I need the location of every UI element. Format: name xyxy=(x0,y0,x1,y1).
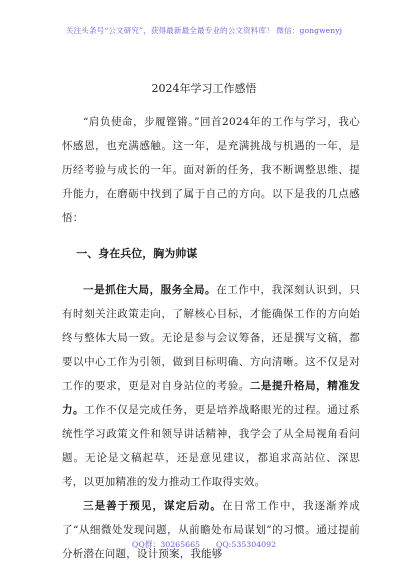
paragraph-1-text: 在工作中，我深刻认识到，只有时刻关注政策走向，了解核心目标，才能确保工作的方向始终与整体大局一致。无论是参与会议筹备，还是撰写文稿，都要以中心工作为引领，做到目标明确、方向清晰。这不仅是对工作的要求，更是对自身站位的考验。 xyxy=(62,284,360,392)
footer-qq-group[interactable]: QQ群：30265665 xyxy=(131,540,200,549)
document-body xyxy=(62,110,360,566)
footer-qq[interactable]: QQ:535304092 xyxy=(216,540,277,549)
header-banner[interactable]: 关注头条号“公文研究”，获得最新最全最专业的公文资料库！ 微信：gongwenyj xyxy=(65,26,343,35)
paragraph-1 xyxy=(62,278,360,494)
document-title: 2024年学习工作感悟 xyxy=(151,82,257,95)
paragraph-2-text: 工作不仅是完成任务，更是培养战略眼光的过程。通过系统性学习政策文件和领导讲话精神，我学会了从全局视角看问题。无论是文稿起草，还是意见建议，都追求高站位、深思考，以更加精准的发力推动工作取得实效。 xyxy=(62,404,361,488)
paragraph-2-lead: 二是提升格局，精准发力。 xyxy=(62,380,361,416)
section-heading-1: 一、身在兵位，胸为帅谋 xyxy=(76,247,198,260)
paragraph-1-lead: 一是抓住大局，服务全局。 xyxy=(83,284,217,296)
intro-paragraph: “肩负使命，步履铿锵。”回首2024年的工作与学习，我心怀感恩，也充满感触。这一年，是充满挑战与机遇的一年，是历经考验与成长的一年。面对新的任务，我不断调整思维、提升能力，在磨砺中找到了属于自己的方向。以下是我的几点感悟： xyxy=(62,116,360,224)
paragraph-3-text: 在日常工作中，我逐渐养成了“从细微处发现问题，从前瞻处布局谋划”的习惯。通过提前分析潜在问题，设计预案，我能够 xyxy=(62,500,360,560)
paragraph-3 xyxy=(62,494,360,566)
footer-banner xyxy=(0,539,408,550)
paragraph-3-lead: 三是善于预见，谋定后动。 xyxy=(83,500,222,512)
